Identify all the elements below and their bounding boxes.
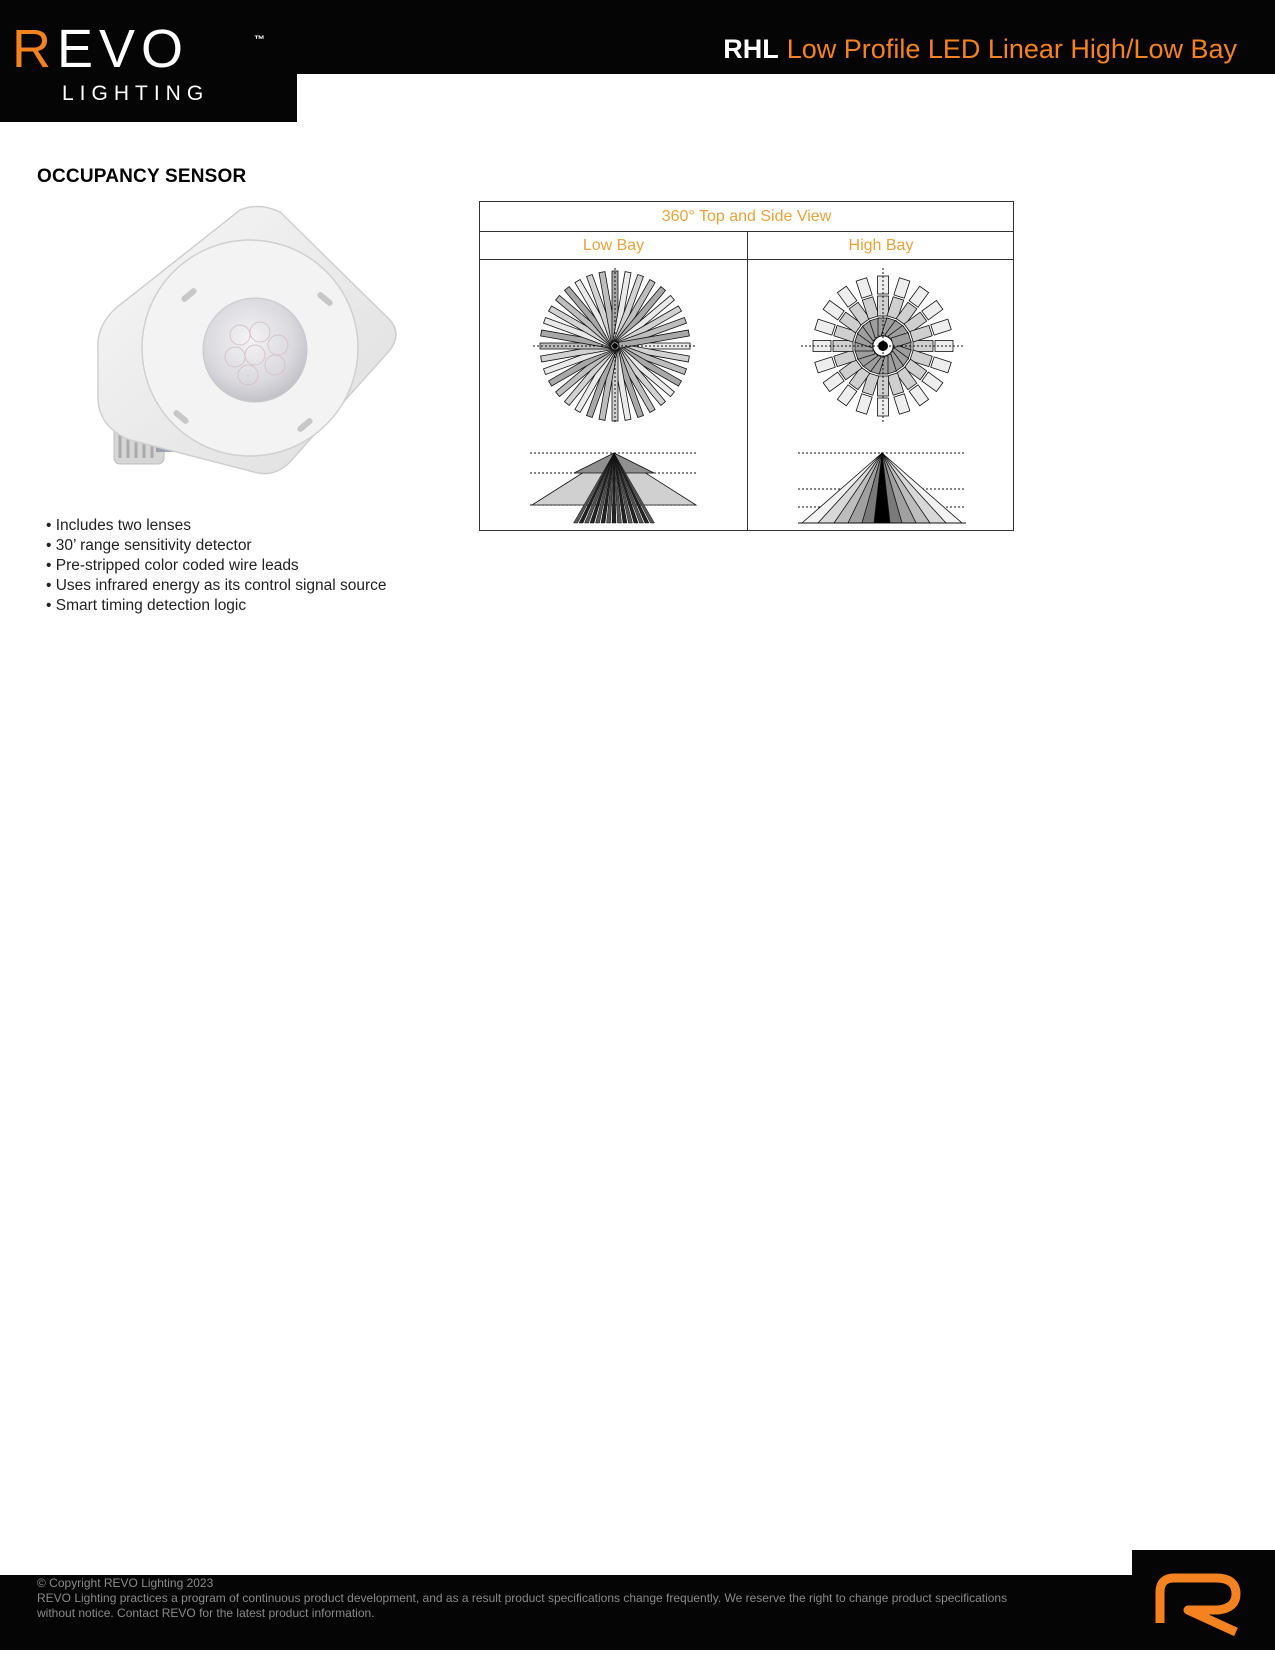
product-description: Low Profile LED Linear High/Low Bay bbox=[786, 34, 1237, 64]
logo-wordmark: REVO bbox=[12, 19, 190, 79]
feature-list bbox=[46, 516, 387, 616]
page-title bbox=[723, 34, 1237, 65]
product-code: RHL bbox=[723, 34, 779, 64]
column-divider bbox=[747, 260, 748, 531]
copyright-text: © Copyright REVO Lighting 2023 bbox=[37, 1576, 214, 1590]
pir-lens-dome bbox=[203, 298, 307, 402]
low-bay-top-view bbox=[529, 265, 701, 427]
high-bay-top-view bbox=[797, 265, 969, 427]
low-bay-side-view bbox=[528, 445, 700, 525]
list-item: • Uses infrared energy as its control signal source bbox=[46, 576, 387, 596]
list-item: • Includes two lenses bbox=[46, 516, 387, 536]
high-bay-side-view bbox=[796, 445, 968, 525]
coverage-pattern-table bbox=[479, 201, 1014, 531]
disclaimer-text: REVO Lighting practices a program of continuous product development, and as a result product specifications change frequently. We reserve the right to change product specifications without notice. Contact REVO for the latest product information. bbox=[37, 1591, 1008, 1620]
logo-subtitle: LIGHTING bbox=[62, 82, 210, 105]
footer-logo-block bbox=[1132, 1550, 1275, 1650]
brand-logo bbox=[0, 0, 297, 122]
sensor-product-image bbox=[90, 200, 420, 500]
low-bay-header: Low Bay bbox=[480, 231, 748, 260]
list-item: • Smart timing detection logic bbox=[46, 596, 387, 616]
coverage-title: 360° Top and Side View bbox=[480, 202, 1013, 232]
high-bay-header: High Bay bbox=[748, 231, 1014, 260]
footer-r-logo-icon bbox=[1132, 1550, 1275, 1650]
footer-notice bbox=[37, 1576, 1047, 1621]
section-title: OCCUPANCY SENSOR bbox=[37, 166, 247, 187]
list-item: • Pre-stripped color coded wire leads bbox=[46, 556, 387, 576]
trademark-symbol: ™ bbox=[254, 34, 265, 46]
list-item: • 30’ range sensitivity detector bbox=[46, 536, 387, 556]
